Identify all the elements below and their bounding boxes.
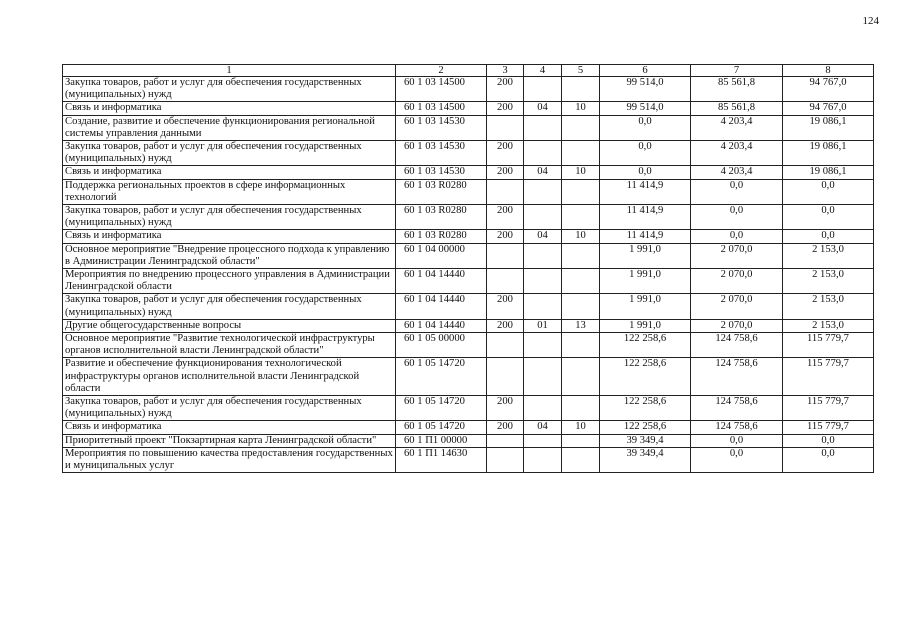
row-c4-cell [524, 269, 562, 294]
row-c5-cell [562, 115, 600, 140]
row-value8-cell: 94 767,0 [783, 102, 874, 115]
row-value7-cell: 85 561,8 [691, 77, 783, 102]
row-value8-cell: 0,0 [783, 447, 874, 472]
column-header: 2 [396, 65, 487, 77]
row-code-cell: 60 1 03 R0280 [396, 179, 487, 204]
row-code-cell: 60 1 04 14440 [396, 319, 487, 332]
row-value7-cell: 124 758,6 [691, 358, 783, 396]
row-c5-cell [562, 396, 600, 421]
row-c4-cell [524, 205, 562, 230]
row-value6-cell: 0,0 [600, 141, 691, 166]
row-c4-cell [524, 447, 562, 472]
row-c3-cell: 200 [487, 319, 524, 332]
row-value8-cell: 0,0 [783, 434, 874, 447]
row-c5-cell [562, 77, 600, 102]
row-code-cell: 60 1 05 14720 [396, 358, 487, 396]
table-row [63, 421, 874, 434]
row-value8-cell: 115 779,7 [783, 396, 874, 421]
row-value6-cell: 39 349,4 [600, 447, 691, 472]
row-value7-cell: 124 758,6 [691, 396, 783, 421]
row-value8-cell: 19 086,1 [783, 141, 874, 166]
row-name-cell: Основное мероприятие "Развитие технологической инфраструктуры органов исполнительной власти Ленинградской области" [63, 333, 396, 358]
row-value7-cell: 2 070,0 [691, 243, 783, 268]
row-c5-cell [562, 243, 600, 268]
row-value8-cell: 2 153,0 [783, 269, 874, 294]
row-c5-cell [562, 333, 600, 358]
row-c3-cell [487, 115, 524, 140]
table-row [63, 434, 874, 447]
table-row [63, 447, 874, 472]
row-value6-cell: 1 991,0 [600, 243, 691, 268]
table-row [63, 243, 874, 268]
row-value6-cell: 11 414,9 [600, 230, 691, 243]
row-code-cell: 60 1 04 14440 [396, 269, 487, 294]
row-name-cell: Поддержка региональных проектов в сфере информационных технологий [63, 179, 396, 204]
table-row [63, 269, 874, 294]
row-c3-cell: 200 [487, 396, 524, 421]
budget-table [62, 64, 874, 473]
column-header: 4 [524, 65, 562, 77]
row-value7-cell: 2 070,0 [691, 269, 783, 294]
row-value7-cell: 2 070,0 [691, 294, 783, 319]
row-value7-cell: 0,0 [691, 434, 783, 447]
row-c3-cell: 200 [487, 421, 524, 434]
row-name-cell: Приоритетный проект "Покзартирная карта Ленинградской области" [63, 434, 396, 447]
row-c5-cell [562, 205, 600, 230]
row-code-cell: 60 1 05 14720 [396, 396, 487, 421]
row-value8-cell: 19 086,1 [783, 166, 874, 179]
column-header: 8 [783, 65, 874, 77]
row-c5-cell [562, 141, 600, 166]
table-row [63, 230, 874, 243]
row-c5-cell: 13 [562, 319, 600, 332]
row-c4-cell [524, 115, 562, 140]
row-c5-cell: 10 [562, 166, 600, 179]
row-c4-cell [524, 77, 562, 102]
row-value8-cell: 115 779,7 [783, 333, 874, 358]
row-c4-cell [524, 294, 562, 319]
page-number: 124 [862, 15, 879, 27]
table-row [63, 179, 874, 204]
row-c3-cell [487, 358, 524, 396]
row-c3-cell: 200 [487, 294, 524, 319]
row-value7-cell: 0,0 [691, 179, 783, 204]
table-row [63, 396, 874, 421]
row-value7-cell: 85 561,8 [691, 102, 783, 115]
row-value8-cell: 94 767,0 [783, 77, 874, 102]
row-name-cell: Закупка товаров, работ и услуг для обеспечения государственных (муниципальных) нужд [63, 396, 396, 421]
row-c4-cell: 04 [524, 102, 562, 115]
row-value8-cell: 0,0 [783, 179, 874, 204]
row-value6-cell: 39 349,4 [600, 434, 691, 447]
row-name-cell: Создание, развитие и обеспечение функционирования региональной системы управления данными [63, 115, 396, 140]
row-value6-cell: 122 258,6 [600, 421, 691, 434]
row-name-cell: Связь и информатика [63, 230, 396, 243]
row-c3-cell [487, 434, 524, 447]
row-value7-cell: 0,0 [691, 447, 783, 472]
row-value7-cell: 0,0 [691, 205, 783, 230]
row-name-cell: Закупка товаров, работ и услуг для обеспечения государственных (муниципальных) нужд [63, 294, 396, 319]
row-value7-cell: 0,0 [691, 230, 783, 243]
row-code-cell: 60 1 03 14530 [396, 141, 487, 166]
table-row [63, 102, 874, 115]
row-c5-cell [562, 447, 600, 472]
row-c5-cell [562, 434, 600, 447]
row-c4-cell [524, 141, 562, 166]
row-c4-cell [524, 434, 562, 447]
row-c5-cell: 10 [562, 102, 600, 115]
row-value8-cell: 0,0 [783, 230, 874, 243]
row-c4-cell [524, 396, 562, 421]
header-row [63, 65, 874, 77]
row-code-cell: 60 1 04 14440 [396, 294, 487, 319]
row-value6-cell: 122 258,6 [600, 333, 691, 358]
row-name-cell: Основное мероприятие "Внедрение процессного подхода к управлению в Администрации Ленинградской области" [63, 243, 396, 268]
row-code-cell: 60 1 03 14530 [396, 166, 487, 179]
row-name-cell: Закупка товаров, работ и услуг для обеспечения государственных (муниципальных) нужд [63, 205, 396, 230]
row-c5-cell: 10 [562, 421, 600, 434]
table-row [63, 115, 874, 140]
row-c3-cell [487, 269, 524, 294]
row-value7-cell: 124 758,6 [691, 421, 783, 434]
row-c3-cell [487, 333, 524, 358]
row-value6-cell: 99 514,0 [600, 77, 691, 102]
row-name-cell: Закупка товаров, работ и услуг для обеспечения государственных (муниципальных) нужд [63, 141, 396, 166]
row-c3-cell: 200 [487, 141, 524, 166]
table-row [63, 77, 874, 102]
row-c3-cell [487, 243, 524, 268]
row-value8-cell: 0,0 [783, 205, 874, 230]
row-value6-cell: 1 991,0 [600, 294, 691, 319]
row-c3-cell: 200 [487, 205, 524, 230]
row-code-cell: 60 1 05 14720 [396, 421, 487, 434]
row-value6-cell: 99 514,0 [600, 102, 691, 115]
table-row [63, 141, 874, 166]
row-value8-cell: 2 153,0 [783, 294, 874, 319]
row-code-cell: 60 1 04 00000 [396, 243, 487, 268]
row-c4-cell: 01 [524, 319, 562, 332]
row-c4-cell [524, 358, 562, 396]
row-name-cell: Закупка товаров, работ и услуг для обеспечения государственных (муниципальных) нужд [63, 77, 396, 102]
row-c5-cell [562, 269, 600, 294]
row-code-cell: 60 1 П1 14630 [396, 447, 487, 472]
row-name-cell: Мероприятия по повышению качества предоставления государственных и муниципальных услуг [63, 447, 396, 472]
row-value6-cell: 11 414,9 [600, 179, 691, 204]
row-value7-cell: 124 758,6 [691, 333, 783, 358]
row-code-cell: 60 1 03 14500 [396, 77, 487, 102]
column-header: 5 [562, 65, 600, 77]
row-value6-cell: 122 258,6 [600, 358, 691, 396]
table-row [63, 294, 874, 319]
row-c5-cell [562, 294, 600, 319]
row-value7-cell: 4 203,4 [691, 141, 783, 166]
row-value7-cell: 4 203,4 [691, 115, 783, 140]
row-c4-cell [524, 333, 562, 358]
row-c4-cell [524, 243, 562, 268]
row-c3-cell [487, 447, 524, 472]
row-value6-cell: 122 258,6 [600, 396, 691, 421]
row-c5-cell: 10 [562, 230, 600, 243]
column-header: 1 [63, 65, 396, 77]
row-name-cell: Связь и информатика [63, 102, 396, 115]
row-name-cell: Развитие и обеспечение функционирования технологической инфраструктуры органов исполнительной власти Ленинградской области [63, 358, 396, 396]
row-value6-cell: 0,0 [600, 166, 691, 179]
row-c3-cell [487, 179, 524, 204]
row-code-cell: 60 1 05 00000 [396, 333, 487, 358]
row-value8-cell: 2 153,0 [783, 243, 874, 268]
row-c4-cell: 04 [524, 421, 562, 434]
row-c5-cell [562, 179, 600, 204]
row-c3-cell: 200 [487, 230, 524, 243]
row-value7-cell: 2 070,0 [691, 319, 783, 332]
row-c3-cell: 200 [487, 166, 524, 179]
table-row [63, 319, 874, 332]
row-value6-cell: 0,0 [600, 115, 691, 140]
row-code-cell: 60 1 П1 00000 [396, 434, 487, 447]
table-row [63, 166, 874, 179]
row-code-cell: 60 1 03 R0280 [396, 205, 487, 230]
row-c4-cell [524, 179, 562, 204]
table-row [63, 205, 874, 230]
column-header: 3 [487, 65, 524, 77]
row-value8-cell: 115 779,7 [783, 421, 874, 434]
row-value8-cell: 115 779,7 [783, 358, 874, 396]
row-name-cell: Другие общегосударственные вопросы [63, 319, 396, 332]
column-header: 7 [691, 65, 783, 77]
column-header: 6 [600, 65, 691, 77]
row-c4-cell: 04 [524, 166, 562, 179]
row-name-cell: Связь и информатика [63, 166, 396, 179]
row-code-cell: 60 1 03 R0280 [396, 230, 487, 243]
row-value6-cell: 11 414,9 [600, 205, 691, 230]
table-row [63, 333, 874, 358]
row-name-cell: Мероприятия по внедрению процессного управления в Администрации Ленинградской области [63, 269, 396, 294]
row-code-cell: 60 1 03 14500 [396, 102, 487, 115]
row-code-cell: 60 1 03 14530 [396, 115, 487, 140]
row-value6-cell: 1 991,0 [600, 319, 691, 332]
row-value7-cell: 4 203,4 [691, 166, 783, 179]
row-c4-cell: 04 [524, 230, 562, 243]
row-name-cell: Связь и информатика [63, 421, 396, 434]
row-value6-cell: 1 991,0 [600, 269, 691, 294]
row-value8-cell: 2 153,0 [783, 319, 874, 332]
row-value8-cell: 19 086,1 [783, 115, 874, 140]
row-c5-cell [562, 358, 600, 396]
row-c3-cell: 200 [487, 77, 524, 102]
row-c3-cell: 200 [487, 102, 524, 115]
table-row [63, 358, 874, 396]
